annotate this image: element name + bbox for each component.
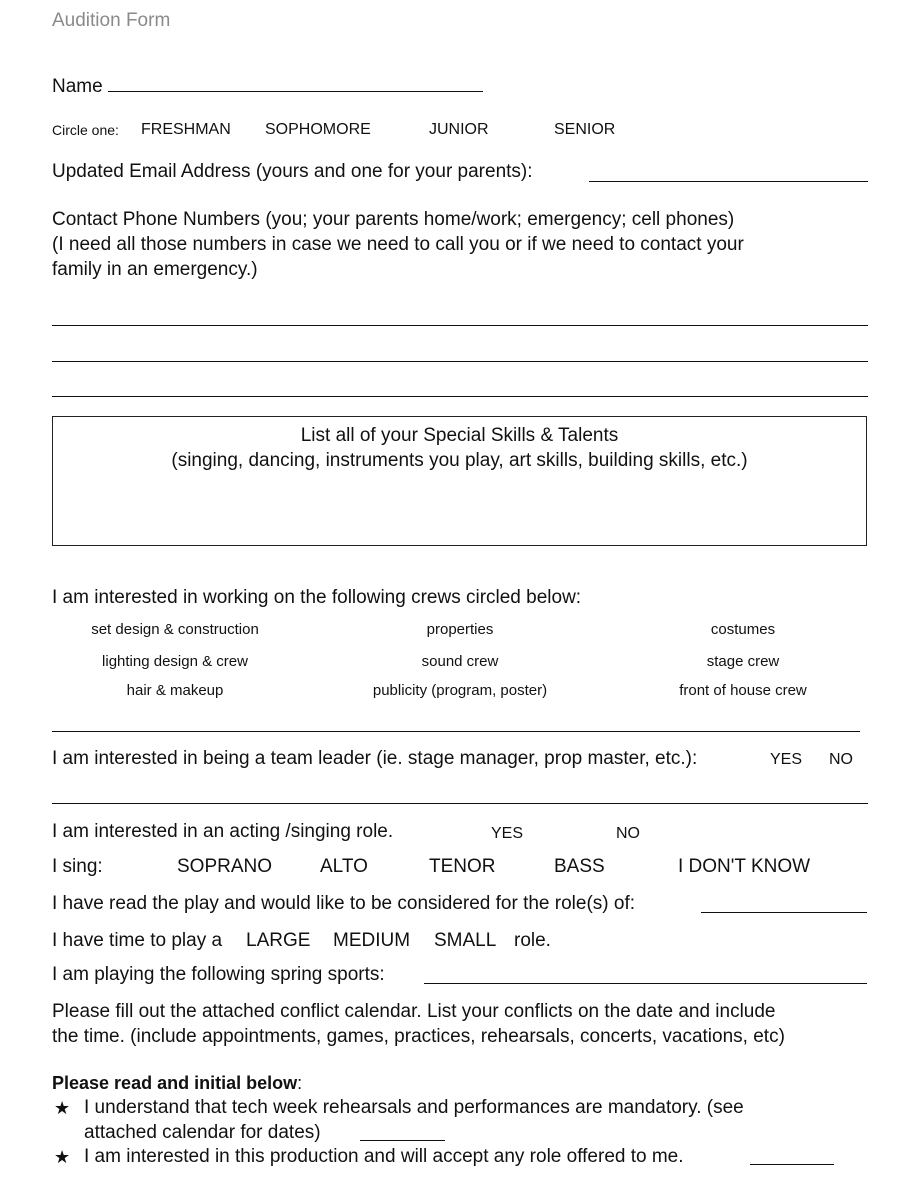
star-icon: ★ [54, 1098, 71, 1118]
initial-item2-blank[interactable] [750, 1164, 834, 1165]
phone-label-line1: Contact Phone Numbers (you; your parents home/work; emergency; cell phones) [52, 209, 735, 230]
crew-lighting[interactable]: lighting design & crew [102, 653, 248, 670]
initial-item2: I am interested in this production and will accept any role offered to me. [84, 1146, 684, 1167]
sing-tenor[interactable]: TENOR [429, 856, 496, 877]
role-size-large[interactable]: LARGE [246, 930, 311, 951]
sing-soprano[interactable]: SOPRANO [177, 856, 273, 877]
initial-heading-row [52, 1073, 302, 1094]
crew-publicity[interactable]: publicity (program, poster) [372, 682, 548, 699]
sing-label: I sing: [52, 856, 103, 877]
crew-set-design[interactable]: set design & construction [91, 621, 259, 638]
role-size-suffix: role. [514, 930, 551, 951]
crew-front-of-house[interactable]: front of house crew [679, 682, 807, 699]
initial-item1-line2: attached calendar for dates) [84, 1122, 321, 1143]
phone-blank-1[interactable] [52, 325, 868, 326]
grade-option-senior[interactable]: SENIOR [554, 121, 616, 138]
acting-label: I am interested in an acting /singing role. [52, 821, 394, 842]
sports-label: I am playing the following spring sports: [52, 964, 385, 985]
roles-label: I have read the play and would like to be considered for the role(s) of: [52, 893, 636, 914]
divider-1 [52, 731, 860, 732]
sports-blank[interactable] [424, 983, 867, 984]
conflict-line1: Please fill out the attached conflict calendar. List your conflicts on the date and include [52, 1001, 776, 1022]
roles-blank[interactable] [701, 912, 867, 913]
name-blank[interactable] [108, 74, 483, 92]
phone-blank-3[interactable] [52, 396, 868, 397]
conflict-line2: the time. (include appointments, games, practices, rehearsals, concerts, vacations, etc) [52, 1026, 785, 1047]
crew-properties[interactable]: properties [426, 621, 494, 638]
skills-box[interactable] [52, 416, 867, 546]
role-size-medium[interactable]: MEDIUM [333, 930, 411, 951]
team-leader-yes[interactable]: YES [770, 751, 803, 768]
divider-2 [52, 803, 868, 804]
grade-option-sophomore[interactable]: SOPHOMORE [265, 121, 371, 138]
team-leader-label: I am interested in being a team leader (ie. stage manager, prop master, etc.): [52, 748, 698, 769]
grade-option-freshman[interactable]: FRESHMAN [141, 121, 231, 138]
email-label: Updated Email Address (yours and one for your parents): [52, 161, 533, 182]
phone-label-line3: family in an emergency.) [52, 259, 258, 280]
team-leader-no[interactable]: NO [829, 751, 853, 768]
phone-label-line2: (I need all those numbers in case we need to call you or if we need to contact your [52, 234, 744, 255]
crew-stage[interactable]: stage crew [706, 653, 780, 670]
acting-no[interactable]: NO [616, 825, 640, 842]
skills-title: List all of your Special Skills & Talents [300, 425, 619, 446]
crew-sound[interactable]: sound crew [421, 653, 499, 670]
crews-intro: I am interested in working on the following crews circled below: [52, 587, 582, 608]
initial-item1-line1: I understand that tech week rehearsals and performances are mandatory. (see [84, 1097, 744, 1118]
crew-hair-makeup[interactable]: hair & makeup [126, 682, 224, 699]
role-size-label: I have time to play a [52, 930, 223, 951]
grade-option-junior[interactable]: JUNIOR [429, 121, 489, 138]
sing-alto[interactable]: ALTO [320, 856, 368, 877]
initial-heading: Please read and initial below [52, 1073, 298, 1093]
grade-label: Circle one: [52, 122, 119, 138]
acting-yes[interactable]: YES [491, 825, 524, 842]
form-title: Audition Form [52, 10, 171, 31]
email-blank[interactable] [589, 181, 868, 182]
name-row [52, 74, 483, 98]
phone-blank-2[interactable] [52, 361, 868, 362]
crew-costumes[interactable]: costumes [710, 621, 776, 638]
star-icon: ★ [54, 1147, 71, 1167]
initial-item1-blank[interactable] [360, 1140, 445, 1141]
initial-heading-colon: : [297, 1073, 303, 1093]
sing-dont-know[interactable]: I DON'T KNOW [678, 856, 811, 877]
skills-subtitle: (singing, dancing, instruments you play, art skills, building skills, etc.) [171, 450, 748, 471]
role-size-small[interactable]: SMALL [434, 930, 497, 951]
name-label: Name [52, 76, 103, 97]
sing-bass[interactable]: BASS [554, 856, 605, 877]
